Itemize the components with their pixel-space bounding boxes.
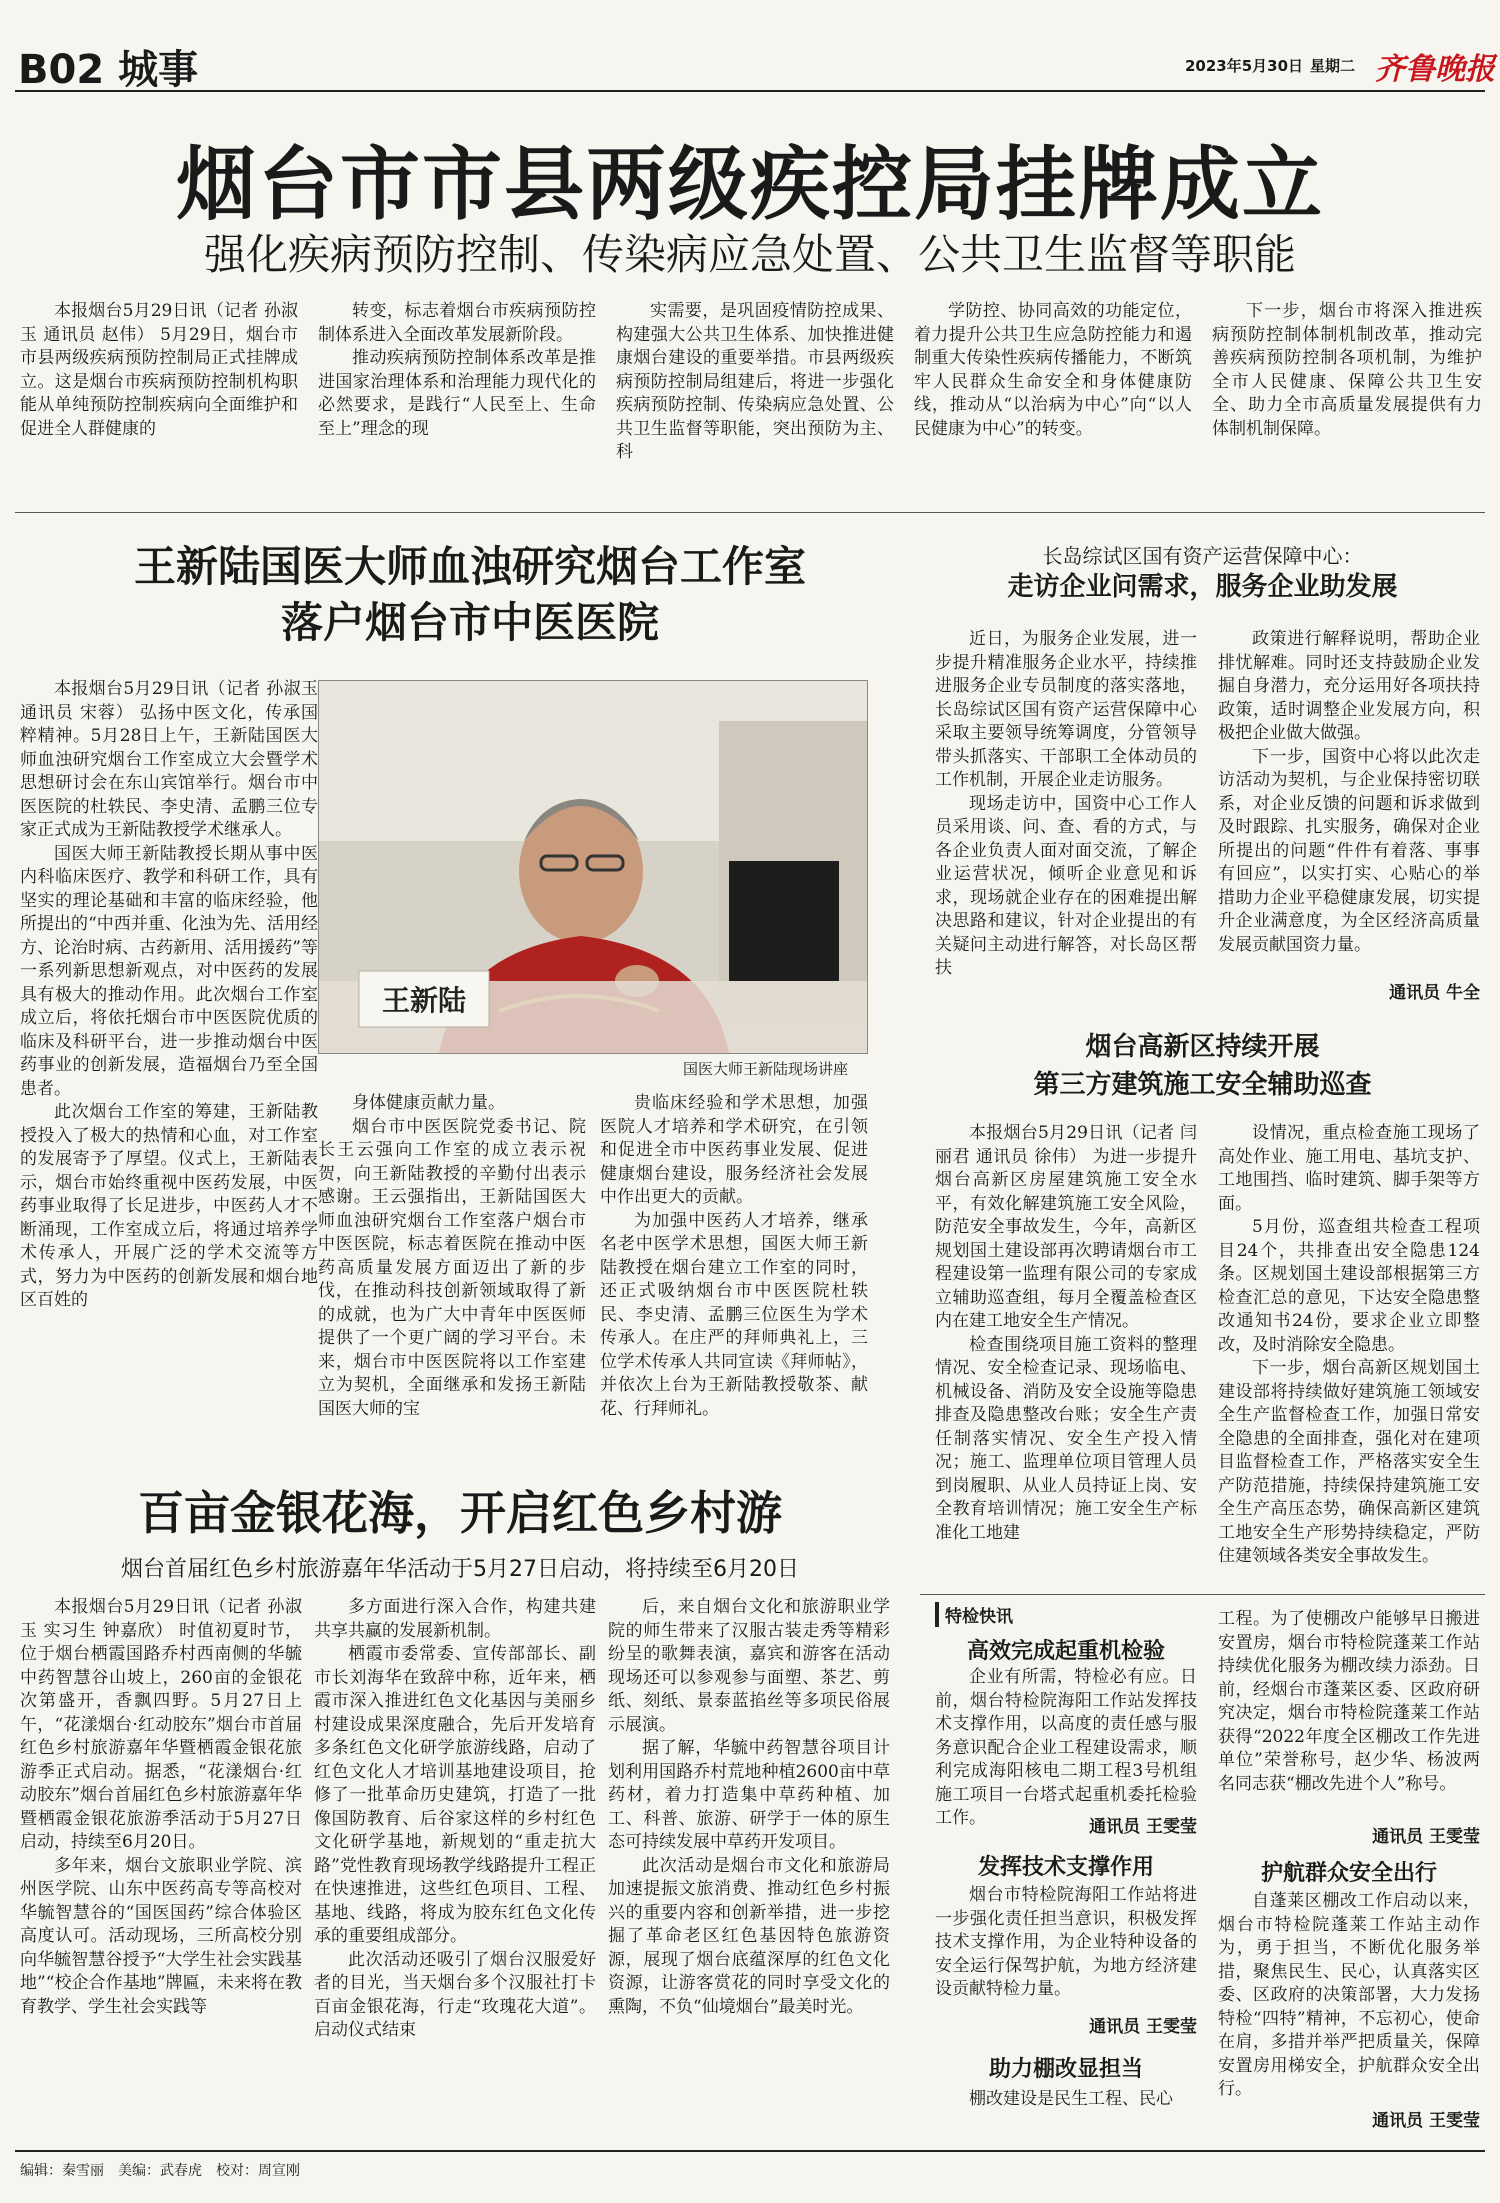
paragraph: 国医大师王新陆教授长期从事中医内科临床医疗、教学和科研工作，具有坚实的理论基础和丰富的临床经验，他所提出的“中西并重、化浊为先、活用经方、论治时病、古药新用、活用援药”等一系列新思想新观点，对中医药的发展具有极大的推动作用。此次烟台工作室成立后，将依托烟台市中医医院优质的临床及科研平台，进一步推动烟台中医药事业的创新发展，造福烟台乃至全国患者。 <box>20 843 318 1099</box>
tcm-column-3 <box>600 1092 868 1438</box>
inspection-title-1: 高效完成起重机检验 <box>966 1638 1165 1664</box>
paragraph: 烟台市中医医院党委书记、院长王云强向工作室的成立表示祝贺，向王新陆教授的辛勤付出表示感谢。王云强指出，王新陆国医大师血浊研究烟台工作室落户烟台市中医医院，标志着医院在推动中医药高质量发展方面迈出了新的步伐，在推动科技创新领域取得了新的成就，也为广大中青年中医医师提供了一个更广阔的学习平台。未来，烟台市中医医院将以工作室建立为契机，全面继承和发扬王新陆国医大师的宝 <box>318 1116 586 1419</box>
photo-caption: 国医大师王新陆现场讲座 <box>682 1060 848 1078</box>
inspection-author-1: 通讯员 王雯莹 <box>1089 1817 1197 1837</box>
paragraph: 本报烟台5月29日讯（记者 孙淑玉 通讯员 宋蓉） 弘扬中医文化，传承国粹精神。5月28日上午，王新陆国医大师血浊研究烟台工作室成立大会暨学术思想研讨会在东山宾馆举行。烟台市中医医院的杜轶民、李史清、孟鹏三位专家正式成为王新陆教授学术继承人。 <box>20 679 318 840</box>
paragraph: 烟台市特检院海阳工作站将进一步强化责任担当意识，积极发挥技术支撑作用，为企业特种设备的安全运行保驾护航，为地方经济建设贡献特检力量。 <box>935 1885 1197 1999</box>
paragraph: 栖霞市委常委、宣传部部长、副市长刘海华在致辞中称，近年来，栖霞市深入推进红色文化基因与美丽乡村建设成果深度融合，先后开发培育多条红色文化研学旅游线路，启动了红色文化人才培训基地建设项目，抢修了一批革命历史建筑，打造了一批像国防教育、后谷家这样的乡村红色文化研学基地，新规划的“重走抗大路”党性教育现场教学线路提升工程正在快速推进，这些红色项目、工程、基地、线路，将成为胶东红色文化传承的重要组成部分。 <box>314 1644 596 1946</box>
lead-column-4 <box>914 300 1192 490</box>
paragraph: 自蓬莱区棚改工作启动以来，烟台市特检院蓬莱工作站主动作为，勇于担当，不断优化服务举措，聚焦民生、民心，认真落实区委、区政府的决策部署，大力发扬特检“四特”精神，不忘初心，使命在肩，多措并举严把质量关，保障安置房用梯安全，护航群众安全出行。 <box>1218 1891 1480 2099</box>
paragraph: 企业有所需，特检必有应。日前，烟台特检院海阳工作站发挥技术支撑作用，以高度的责任感与服务意识配合企业工程建设需求，顺利完成海阳核电二期工程3号机组施工项目一台塔式起重机委托检验工作。 <box>935 1667 1197 1828</box>
hightech-headline-1: 烟台高新区持续开展 <box>1085 1032 1320 1062</box>
paragraph: 学防控、协同高效的功能定位，着力提升公共卫生应急防控能力和遏制重大传染性疾病传播能力，不断筑牢人民群众生命安全和身体健康防线，推动从“以治病为中心”向“以人民健康为中心”的转变。 <box>914 301 1192 439</box>
tcm-headline-2: 落户烟台市中医医院 <box>280 598 659 647</box>
paragraph: 多年来，烟台文旅职业学院、滨州医学院、山东中医药高专等高校对华毓智慧谷的“国医国药”综合体验区高度认可。活动现场，三所高校分别向华毓智慧谷授予“大学生社会实践基地”“校企合作基地”牌匾，未来将在教育教学、学生社会实践等 <box>20 1855 302 2017</box>
paragraph: 本报烟台5月29日讯（记者 闫丽君 通讯员 徐伟） 为进一步提升烟台高新区房屋建筑施工安全水平，有效化解建筑施工安全风险，防范安全事故发生，今年，高新区规划国土建设部再次聘请烟台市工程建设第一监理有限公司的专家成立辅助巡查组，每月全覆盖检查区内在建工地安全生产情况。 <box>935 1123 1197 1331</box>
tcm-column-1 <box>20 678 318 1438</box>
flower-column-2 <box>314 1596 596 2136</box>
paragraph: 现场走访中，国资中心工作人员采用谈、问、查、看的方式，与各企业负责人面对面交流，了解企业运营状况，倾听企业意见和诉求，现场就企业存在的困难提出解决思路和建议，针对企业提出的有关疑问主动进行解答，对长岛区帮扶 <box>935 793 1197 978</box>
paragraph: 下一步，烟台市将深入推进疾病预防控制体制机制改革，推动完善疾病预防控制各项机制，为维护全市人民健康、保障公共卫生安全、助力全市高质量发展提供有力体制机制保障。 <box>1212 301 1482 439</box>
section-label: B02 城事 <box>18 47 199 93</box>
issue-weekday: 星期二 <box>1310 57 1356 75</box>
lead-column-1 <box>20 300 298 490</box>
tcm-headline-1: 王新陆国医大师血浊研究烟台工作室 <box>133 542 806 591</box>
hightech-column-2 <box>1218 1122 1480 1584</box>
changdao-headline: 走访企业问需求，服务企业助发展 <box>1007 572 1398 602</box>
inspection-title-3: 助力棚改显担当 <box>988 2056 1143 2082</box>
changdao-column-2 <box>1218 628 1480 980</box>
changdao-author: 通讯员 牛全 <box>1389 983 1480 1003</box>
paragraph: 政策进行解释说明，帮助企业排忧解难。同时还支持鼓励企业发掘自身潜力，充分运用好各项扶持政策，适时调整企业发展方向，积极把企业做大做强。 <box>1218 629 1480 743</box>
footer-rule <box>15 2150 1485 2152</box>
paragraph: 推动疾病预防控制体系改革是推进国家治理体系和治理能力现代化的必然要求，是践行“人民至上、生命至上”理念的现 <box>318 348 596 439</box>
lead-column-5 <box>1212 300 1482 490</box>
flower-subheadline: 烟台首届红色乡村旅游嘉年华活动于5月27日启动，将持续至6月20日 <box>121 1557 799 1582</box>
inspection-title-2: 发挥技术支撑作用 <box>977 1854 1154 1880</box>
paragraph: 设情况，重点检查施工现场了高处作业、施工用电、基坑支护、工地围挡、临时建筑、脚手架等方面。 <box>1218 1123 1480 1214</box>
paragraph: 本报烟台5月29日讯（记者 孙淑玉 通讯员 赵伟） 5月29日，烟台市市县两级疾病预防控制局正式挂牌成立。这是烟台市疾病预防控制机构职能从单纯预防控制疾病向全面维护和促进全人群健康的 <box>20 301 298 439</box>
lead-column-3 <box>616 300 894 490</box>
footer-credits: 编辑：秦雪丽 美编：武春虎 校对：周宣刚 <box>20 2163 300 2179</box>
paragraph: 此次活动是烟台市文化和旅游局加速提振文旅消费、推动红色乡村振兴的重要内容和创新举措，进一步挖掘了革命老区红色基因特色旅游资源，展现了烟台底蕴深厚的红色文化资源，让游客赏花的同时享受文化的熏陶，不负“仙境烟台”最美时光。 <box>608 1855 890 2017</box>
inspection-body-2 <box>935 1884 1197 2014</box>
paragraph: 5月份，巡查组共检查工程项目24个，共排查出安全隐患124条。区规划国土建设部根据第三方检查汇总的意见，下达安全隐患整改通知书24份，要求企业立即整改，及时消除安全隐患。 <box>1218 1217 1480 1355</box>
header-rule <box>15 90 1485 92</box>
inspection-author-2: 通讯员 王雯莹 <box>1089 2017 1197 2037</box>
flower-column-3 <box>608 1596 890 2136</box>
inspection-author-4: 通讯员 王雯莹 <box>1372 2111 1480 2131</box>
paragraph: 实需要，是巩固疫情防控成果、构建强大公共卫生体系、加快推进健康烟台建设的重要举措。市县两级疾病预防控制局组建后，将进一步强化疾病预防控制、传染病应急处置、公共卫生监督等职能，突出预防为主、科 <box>616 301 894 462</box>
inspection-title-4: 护航群众安全出行 <box>1260 1860 1437 1886</box>
hightech-headline-2: 第三方建筑施工安全辅助巡查 <box>1033 1070 1372 1100</box>
paragraph: 下一步，烟台高新区规划国土建设部将持续做好建筑施工领域安全生产监督检查工作，加强日常安全隐患的全面排查，强化对在建项目监督检查工作，严格落实安全生产防范措施，持续保持建筑施工安全生产高压态势，确保高新区建筑工地安全生产形势持续稳定，严防住建领域各类安全事故发生。 <box>1218 1358 1480 1566</box>
tcm-photo <box>318 680 868 1054</box>
changdao-column-1 <box>935 628 1197 1006</box>
flower-column-1 <box>20 1596 302 2136</box>
paragraph: 多方面进行深入合作，构建共建共享共赢的发展新机制。 <box>314 1597 596 1641</box>
paragraph: 后，来自烟台文化和旅游职业学院的师生带来了汉服古装走秀等精彩纷呈的歌舞表演，嘉宾和游客在活动现场还可以参观参与面塑、茶艺、剪纸、刻纸、景泰蓝掐丝等多项民俗展示展演。 <box>608 1597 890 1735</box>
paragraph: 身体健康贡献力量。 <box>352 1093 505 1113</box>
lead-headline: 烟台市市县两级疾控局挂牌成立 <box>176 137 1324 231</box>
inspection-body-3 <box>935 2088 1197 2136</box>
flower-headline: 百亩金银花海，开启红色乡村游 <box>138 1486 782 1540</box>
paragraph: 为加强中医药人才培养，继承名老中医学术思想，国医大师王新陆教授在烟台建立工作室的同时，还正式吸纳烟台市中医医院杜轶民、李史清、孟鹏三位医生为学术传承人。在庄严的拜师典礼上，三位学术传承人共同宣读《拜师帖》，并依次上台为王新陆教授敬茶、献花、行拜师礼。 <box>600 1210 868 1419</box>
inspection-divider <box>920 1594 1485 1595</box>
lead-column-2 <box>318 300 596 490</box>
section-divider <box>15 512 1485 513</box>
hightech-column-1 <box>935 1122 1197 1584</box>
inspection-body-4 <box>1218 1890 1480 2108</box>
paragraph: 棚改建设是民生工程、民心 <box>969 2089 1173 2109</box>
inspection-tag: 特检快讯 <box>935 1602 1013 1627</box>
inspection-author-3: 通讯员 王雯莹 <box>1372 1827 1480 1847</box>
paragraph: 此次活动还吸引了烟台汉服爱好者的目光，当天烟台多个汉服社打卡百亩金银花海，行走“玫瑰花大道”。启动仪式结束 <box>314 1949 596 2040</box>
paragraph: 工程。为了使棚改户能够早日搬进安置房，烟台市特检院蓬莱工作站持续优化服务为棚改续力添劲。日前，经烟台市蓬莱区委、区政府研究决定，烟台市特检院蓬莱工作站获得“2022年度全区棚改工作先进单位”荣誉称号，赵少华、杨波两名同志获“棚改先进个人”称号。 <box>1218 1609 1480 1794</box>
paragraph: 近日，为服务企业发展，进一步提升精准服务企业水平，持续推进服务企业专员制度的落实落地，长岛综试区国有资产运营保障中心采取主要领导统筹调度，分管领导带头抓落实、干部职工全体动员的工作机制，开展企业走访服务。 <box>935 629 1197 790</box>
paragraph: 检查围绕项目施工资料的整理情况、安全检查记录、现场临电、机械设备、消防及安全设施等隐患排查及隐患整改台账；安全生产责任制落实情况、安全生产投入情况；施工、监理单位项目管理人员到岗履职、从业人员持证上岗、安全教育培训情况；施工安全生产标准化工地建 <box>935 1334 1197 1543</box>
paragraph: 本报烟台5月29日讯（记者 孙淑玉 实习生 钟嘉欣） 时值初夏时节，位于烟台栖霞国路乔村西南侧的华毓中药智慧谷山坡上，260亩的金银花次第盛开，香飘四野。5月27日上午，“花漾烟台·红动胶东”烟台市首届红色乡村旅游嘉年华暨栖霞金银花旅游季正式启动。据悉，“花漾烟台·红动胶东”烟台首届红色乡村旅游嘉年华暨栖霞金银花旅游季活动于5月27日启动，持续至6月20日。 <box>20 1597 302 1852</box>
paragraph: 下一步，国资中心将以此次走访活动为契机，与企业保持密切联系，对企业反馈的问题和诉求做到及时跟踪、扎实服务，确保对企业所提出的问题“件件有着落、事事有回应”，以实打实、心贴心的举措助力企业平稳健康发展，切实提升企业满意度，为全区经济高质量发展贡献国资力量。 <box>1218 746 1480 955</box>
tcm-column-2 <box>318 1092 586 1438</box>
nameplate: 王新陆 <box>381 984 466 1017</box>
paragraph: 据了解，华毓中药智慧谷项目计划利用国路乔村荒地种植2600亩中草药材，着力打造集中草药种植、加工、科普、旅游、研学于一体的原生态可持续发展中草药开发项目。 <box>608 1738 890 1852</box>
lead-subheadline: 强化疾病预防控制、传染病应急处置、公共卫生监督等职能 <box>203 230 1296 279</box>
paragraph: 转变，标志着烟台市疾病预防控制体系进入全面改革发展新阶段。 <box>318 301 596 345</box>
issue-date: 2023年5月30日 <box>1185 57 1304 75</box>
paragraph: 此次烟台工作室的筹建，王新陆教授投入了极大的热情和心血，对工作室的发展寄予了厚望。仪式上，王新陆表示，烟台市始终重视中医药发展，中医药事业取得了长足进步，中医药人才不断涌现，工作室成立后，将通过培养学术传承人，开展广泛的学术交流等方式，努力为中医药的创新发展和烟台地区百姓的 <box>20 1102 318 1310</box>
changdao-kicker: 长岛综试区国有资产运营保障中心： <box>1042 544 1363 568</box>
newspaper-logo: 齐鲁晚报 <box>1375 52 1495 87</box>
paragraph: 贵临床经验和学术思想，加强医院人才培养和学术研究，在引领和促进全市中医药事业发展、促进健康烟台建设，服务经济社会发展中作出更大的贡献。 <box>600 1093 868 1207</box>
inspection-body-3-cont <box>1218 1608 1480 1826</box>
